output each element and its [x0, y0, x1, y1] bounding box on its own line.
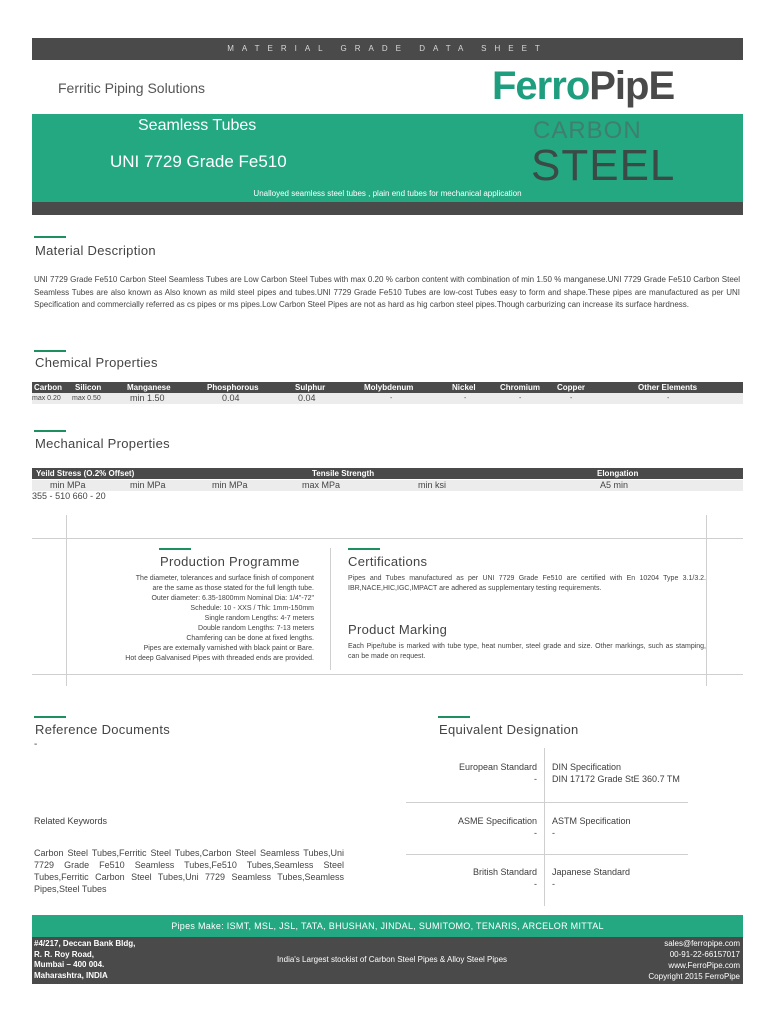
material-carbon-label: CARBON — [533, 117, 642, 144]
chem-header-manganese: Manganese — [127, 383, 171, 392]
production-line: are the same as those stated for the full length tube. — [152, 585, 314, 592]
astm-specification-value: - — [552, 828, 555, 838]
production-line: Chamfering can be done at fixed lengths. — [186, 635, 314, 642]
din-specification-value: DIN 17172 Grade StE 360.7 TM — [552, 774, 680, 784]
chem-value-molybdenum: - — [390, 395, 393, 402]
production-line: Single random Lengths: 4-7 meters — [204, 615, 314, 622]
contact-details — [648, 938, 740, 982]
mech-header-elongation: Elongation — [597, 469, 639, 478]
equivalent-row-line — [406, 802, 688, 803]
mech-sub-2: min MPa — [130, 480, 166, 490]
chem-value-carbon: max 0.20 — [32, 395, 61, 402]
material-description-text: UNI 7729 Grade Fe510 Carbon Steel Seamless Tubes are Low Carbon Steel Tubes with max 0.20 % carbon content with combination of min 1.50 % manganese.UNI 7729 Grade Fe510 Carbon Steel Seamless Tubes are also known as Also known as mild steel pipes and tubes.UNI 7729 Grade Fe510 Tubes are low-cost Tubes easy to form and shape.These pipes are manufactured as per UNI Specification and commercially referred as cs pipes or ms pipes.Low Carbon Steel Pipes are not as hard as hig carbon steel pipes.Though carburizing can increase its surface hardness. — [34, 275, 740, 309]
british-standard-label: British Standard — [472, 867, 537, 877]
chem-header-copper: Copper — [557, 383, 585, 392]
chemical-properties-title: Chemical Properties — [35, 355, 158, 370]
mech-value-5: - — [90, 491, 94, 501]
chem-value-phosphorous: 0.04 — [222, 393, 240, 403]
mech-value-3: 510 — [55, 491, 71, 501]
mech-value-6: 20 — [95, 491, 106, 501]
related-keywords-title: Related Keywords — [34, 816, 108, 826]
equivalent-row-japanese — [552, 866, 630, 890]
mechanical-value-row — [32, 491, 743, 502]
pipe-makes-banner: Pipes Make: ISMT, MSL, JSL, TATA, BHUSHAN, JINDAL, SUMITOMO, TENARIS, ARCELOR MITTAL — [32, 915, 743, 937]
equivalent-row-din — [552, 761, 680, 785]
equivalent-row-line — [406, 854, 688, 855]
asme-specification-label: ASME Specification — [457, 816, 537, 826]
equivalent-divider — [544, 748, 545, 906]
reference-documents-value: - — [34, 739, 38, 750]
address-line: #4/217, Deccan Bank Bldg, — [34, 939, 136, 948]
chem-value-chromium: - — [519, 395, 522, 402]
mech-sub-5: min ksi — [418, 480, 447, 490]
production-programme-title: Production Programme — [160, 554, 300, 569]
frame-line — [706, 515, 707, 686]
frame-line — [32, 674, 743, 675]
production-line: Schedule: 10 - XXS / Thk: 1mm-150mm — [190, 605, 314, 612]
section-rule — [34, 430, 66, 432]
product-marking-title: Product Marking — [348, 622, 448, 637]
related-keywords-text: Carbon Steel Tubes,Ferritic Steel Tubes,Carbon Steel Seamless Tubes,Uni 7729 Grade Fe510 Seamless Tubes,Fe510 Tubes,Seamless Steel Tubes,Ferritic Carbon Steel Tubes,Uni 7729 Seamless Tubes,Seamless Pipes,Steel Tubes — [34, 848, 344, 894]
product-marking-text: Each Pipe/tube is marked with tube type, heat number, steel grade and size. Other markings, such as stamping, can be made on request. — [348, 643, 706, 660]
product-subtitle: Unalloyed seamless steel tubes , plain end tubes for mechanical application — [253, 189, 522, 198]
chem-value-other-elements: - — [667, 395, 670, 402]
european-standard-value: - — [534, 774, 537, 784]
production-line: Pipes are externally varnished with black paint or Bare. — [143, 645, 314, 652]
company-address — [34, 939, 135, 981]
material-steel-label: STEEL — [531, 141, 676, 190]
equivalent-row-astm — [552, 815, 631, 839]
address-line: R. R. Roy Road, — [34, 949, 95, 959]
chem-value-manganese: min 1.50 — [130, 393, 165, 403]
document-type-banner: MATERIAL GRADE DATA SHEET — [32, 38, 743, 60]
chem-header-sulphur: Sulphur — [295, 383, 326, 392]
astm-specification-label: ASTM Specification — [552, 816, 631, 826]
footer-contact-bar — [32, 937, 743, 984]
frame-line — [32, 538, 743, 539]
reference-documents-title: Reference Documents — [35, 722, 171, 737]
column-divider — [330, 548, 331, 670]
production-programme-text — [68, 574, 314, 664]
website-link[interactable]: www.FerroPipe.com — [668, 961, 740, 970]
asme-specification-value: - — [534, 828, 537, 838]
contact-email-link[interactable]: sales@ferropipe.com — [664, 939, 740, 948]
japanese-standard-value: - — [552, 879, 555, 889]
product-grade: UNI 7729 Grade Fe510 — [110, 152, 287, 171]
certifications-text: Pipes and Tubes manufactured as per UNI 7729 Grade Fe510 are certified with En 10204 Type 3.1/3.2. IBR,NACE,HIC,IGC,IMPACT are adhered as supplementary testing requirements. — [348, 575, 706, 592]
production-line: Outer diameter: 6.35-1800mm Nominal Dia: 1/4"-72" — [151, 595, 314, 602]
mech-sub-4: max MPa — [302, 480, 341, 490]
section-rule — [34, 236, 66, 238]
mech-value-2: - — [49, 491, 53, 501]
chem-header-other-elements: Other Elements — [638, 383, 698, 392]
chem-header-nickel: Nickel — [452, 383, 476, 392]
european-standard-label: European Standard — [458, 762, 537, 772]
production-line: Double random Lengths: 7-13 meters — [198, 625, 314, 632]
address-line: Mumbai – 400 004. — [34, 960, 105, 969]
ferropipe-logo — [492, 64, 674, 109]
equivalent-row-european — [400, 761, 537, 785]
logo-pipe-text: PipE — [589, 64, 675, 108]
production-line: Hot deep Galvanised Pipes with threaded ends are provided. — [125, 655, 314, 662]
equivalent-designation-title: Equivalent Designation — [439, 722, 579, 737]
stockist-statement: India's Largest stockist of Carbon Steel Pipes & Alloy Steel Pipes — [276, 955, 508, 964]
product-type: Seamless Tubes — [138, 117, 257, 134]
mech-sub-6: A5 min — [600, 480, 629, 490]
chem-value-nickel: - — [464, 395, 467, 402]
mechanical-table-header — [32, 468, 743, 479]
chem-header-phosphorous: Phosphorous — [207, 383, 259, 392]
logo-ferro-text: Ferro — [492, 64, 590, 108]
address-line: Maharashtra, INDIA — [34, 970, 108, 980]
certifications-title: Certifications — [348, 554, 428, 569]
mech-value-1: 355 — [32, 491, 48, 501]
chem-header-chromium: Chromium — [500, 383, 540, 392]
company-tagline: Ferritic Piping Solutions — [58, 80, 206, 96]
chem-value-copper: - — [570, 395, 573, 402]
copyright-notice: Copyright 2015 FerroPipe — [648, 972, 740, 981]
chem-header-carbon: Carbon — [34, 383, 62, 392]
mech-header-yield-stress: Yeild Stress (O.2% Offset) — [36, 469, 135, 478]
chem-header-molybdenum: Molybdenum — [364, 383, 414, 392]
section-rule — [34, 350, 66, 352]
mechanical-properties-title: Mechanical Properties — [35, 436, 170, 451]
frame-line — [66, 515, 67, 686]
banner-divider — [32, 202, 743, 215]
section-rule — [159, 548, 191, 550]
section-rule — [34, 716, 66, 718]
mech-sub-3: min MPa — [212, 480, 248, 490]
mech-value-4: 660 — [72, 491, 88, 501]
material-description-title: Material Description — [35, 243, 156, 258]
production-line: The diameter, tolerances and surface finish of component — [135, 575, 314, 582]
chemical-table-header — [32, 382, 743, 393]
mech-header-tensile-strength: Tensile Strength — [312, 469, 375, 478]
equivalent-row-asme — [400, 815, 537, 839]
section-rule — [438, 716, 470, 718]
chem-value-silicon: max 0.50 — [72, 395, 101, 402]
contact-phone: 00-91-22-66157017 — [669, 950, 740, 959]
equivalent-row-british — [400, 866, 537, 890]
mechanical-subheader-row — [32, 480, 743, 491]
chemical-table-row — [32, 393, 743, 404]
chem-value-sulphur: 0.04 — [298, 393, 316, 403]
mech-sub-1: min MPa — [50, 480, 86, 490]
din-specification-label: DIN Specification — [552, 762, 622, 772]
british-standard-value: - — [534, 879, 537, 889]
chem-header-silicon: Silicon — [75, 383, 102, 392]
japanese-standard-label: Japanese Standard — [552, 867, 631, 877]
section-rule — [348, 548, 380, 550]
